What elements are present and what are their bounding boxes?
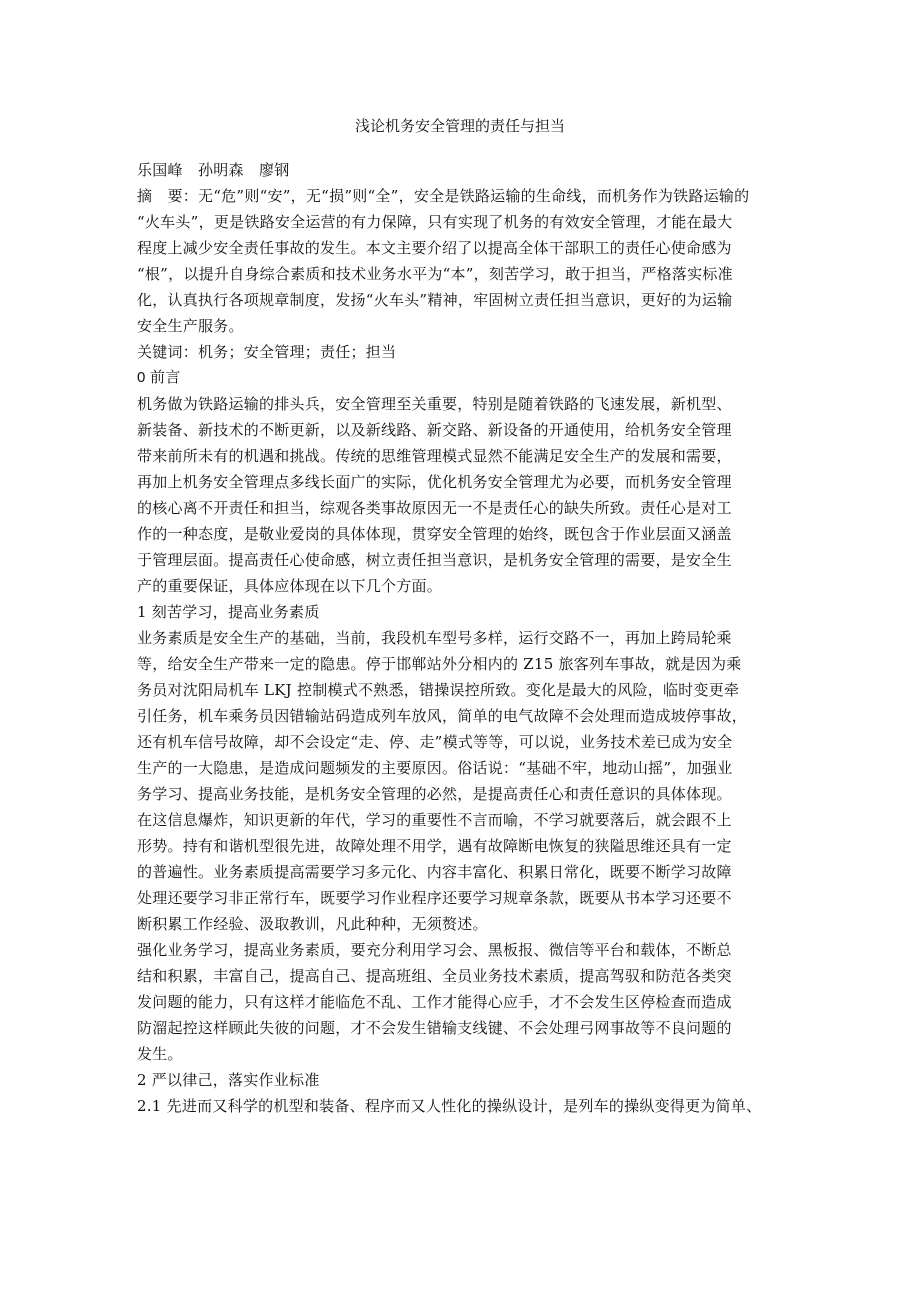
- body-line: 带来前所未有的机遇和挑战。传统的思维管理模式显然不能满足安全生产的发展和需要，: [137, 447, 732, 465]
- body-line: 产的重要保证，具体应体现在以下几个方面。: [137, 577, 443, 595]
- abstract-line: “火车头”，更是铁路安全运营的有力保障，只有实现了机务的有效安全管理，才能在最大: [137, 213, 733, 231]
- subsection-line: 2.1 先进而又科学的机型和装备、程序而又人性化的操纵设计，是列车的操纵变得更为简单、: [137, 1097, 762, 1115]
- body-line: 防溜起控这样顾此失彼的问题，才不会发生错输支线键、不会处理弓网事故等不良问题的: [137, 1019, 732, 1037]
- body-line: 的核心离不开责任和担当，综观各类事故原因无一不是责任心的缺失所致。责任心是对工: [137, 499, 732, 517]
- abstract-line: 化，认真执行各项规章制度，发扬“火车头”精神，牢固树立责任担当意识，更好的为运输: [137, 291, 733, 309]
- body-line: 生产的一大隐患，是造成问题频发的主要原因。俗话说：“基础不牢，地动山摇”，加强业: [137, 759, 733, 777]
- body-line: 发生。: [137, 1045, 183, 1063]
- section-heading: 0 前言: [137, 369, 181, 386]
- body-line: 务学习、提高业务技能，是机务安全管理的必然，是提高责任心和责任意识的具体体现。: [137, 785, 732, 803]
- body-line: 形势。持有和谐机型很先进，故障处理不用学，遇有故障断电恢复的狭隘思维还具有一定: [137, 837, 732, 855]
- body-line: 结和积累，丰富自己，提高自己、提高班组、全员业务技术素质，提高驾驭和防范各类突: [137, 967, 732, 985]
- abstract-line: 安全生产服务。: [137, 317, 244, 335]
- body-line: 再加上机务安全管理点多线长面广的实际，优化机务安全管理尤为必要，而机务安全管理: [137, 473, 732, 491]
- section-heading: 2 严以律己，落实作业标准: [137, 1071, 320, 1089]
- abstract-line: “根”，以提升自身综合素质和技术业务水平为“本”，刻苦学习，敢于担当，严格落实标准: [137, 265, 733, 283]
- body-line: 于管理层面。提高责任心使命感，树立责任担当意识，是机务安全管理的需要，是安全生: [137, 551, 732, 569]
- body-line: 强化业务学习，提高业务素质，要充分利用学习会、黑板报、微信等平台和载体，不断总: [137, 941, 732, 959]
- abstract-line: 摘 要：无“危”则“安”，无“损”则“全”，安全是铁路运输的生命线，而机务作为铁路运输的: [137, 187, 750, 205]
- body-line: 作的一种态度，是敬业爱岗的具体体现，贯穿安全管理的始终，既包含于作业层面又涵盖: [137, 525, 732, 543]
- body-line: 发问题的能力，只有这样才能临危不乱、工作才能得心应手，才不会发生区停检查而造成: [137, 993, 732, 1011]
- body-line: 业务素质是安全生产的基础，当前，我段机车型号多样，运行交路不一，再加上跨局轮乘: [137, 629, 732, 647]
- keywords-line: 关键词：机务；安全管理；责任；担当: [137, 343, 397, 361]
- body-line: 新装备、新技术的不断更新，以及新线路、新交路、新设备的开通使用，给机务安全管理: [137, 421, 732, 439]
- abstract-line: 程度上减少安全责任事故的发生。本文主要介绍了以提高全体干部职工的责任心使命感为: [137, 239, 732, 257]
- body-line: 机务做为铁路运输的排头兵，安全管理至关重要，特别是随着铁路的飞速发展，新机型、: [137, 395, 732, 413]
- body-line: 引任务，机车乘务员因错输站码造成列车放风，简单的电气故障不会处理而造成坡停事故，: [137, 707, 748, 725]
- body-line: 务员对沈阳局机车 LKJ 控制模式不熟悉，错操误控所致。变化是最大的风险，临时变更牵: [137, 681, 740, 699]
- document-title: 浅论机务安全管理的责任与担当: [354, 117, 565, 135]
- body-line: 断积累工作经验、汲取教训，凡此种种，无须赘述。: [137, 915, 488, 933]
- body-line: 在这信息爆炸，知识更新的年代，学习的重要性不言而喻，不学习就要落后，就会跟不上: [137, 811, 732, 829]
- section-heading: 1 刻苦学习，提高业务素质: [137, 603, 320, 621]
- authors-line: 乐国峰 孙明森 廖钢: [137, 161, 290, 179]
- body-line: 处理还要学习非正常行车，既要学习作业程序还要学习规章条款，既要从书本学习还要不: [137, 889, 732, 907]
- body-line: 等，给安全生产带来一定的隐患。停于邯郸站外分相内的 Z15 旅客列车事故，就是因为乘: [137, 655, 742, 673]
- body-line: 的普遍性。业务素质提高需要学习多元化、内容丰富化、积累日常化，既要不断学习故障: [137, 863, 732, 881]
- body-line: 还有机车信号故障，却不会设定“走、停、走”模式等等，可以说，业务技术差已成为安全: [137, 733, 733, 751]
